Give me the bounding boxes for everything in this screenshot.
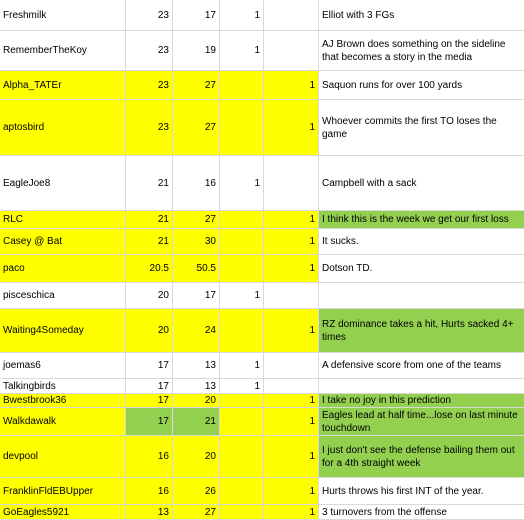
cell-score-a[interactable]: 23 bbox=[126, 0, 173, 31]
table-row bbox=[0, 353, 524, 379]
cell-name[interactable]: joemas6 bbox=[0, 353, 126, 379]
table-row bbox=[0, 478, 524, 505]
cell-score-a[interactable]: 17 bbox=[126, 353, 173, 379]
cell-name[interactable]: pisceschica bbox=[0, 283, 126, 309]
cell-loss[interactable]: 1 bbox=[264, 436, 319, 478]
cell-prediction[interactable]: Whoever commits the first TO loses the game bbox=[319, 100, 524, 156]
cell-loss[interactable]: 1 bbox=[264, 394, 319, 408]
cell-win[interactable] bbox=[220, 255, 264, 283]
table-row bbox=[0, 379, 524, 394]
table-row bbox=[0, 229, 524, 255]
table-row bbox=[0, 505, 524, 520]
table-row bbox=[0, 31, 524, 71]
cell-name[interactable]: Freshmilk bbox=[0, 0, 126, 31]
cell-score-a[interactable]: 17 bbox=[126, 394, 173, 408]
cell-prediction[interactable]: It sucks. bbox=[319, 229, 524, 255]
cell-score-a[interactable]: 16 bbox=[126, 436, 173, 478]
cell-score-a[interactable]: 17 bbox=[126, 379, 173, 394]
cell-prediction[interactable]: Saquon runs for over 100 yards bbox=[319, 71, 524, 100]
cell-win[interactable] bbox=[220, 408, 264, 436]
cell-score-b[interactable]: 13 bbox=[173, 379, 220, 394]
cell-score-b[interactable]: 20 bbox=[173, 436, 220, 478]
cell-loss[interactable] bbox=[264, 379, 319, 394]
cell-loss[interactable]: 1 bbox=[264, 408, 319, 436]
cell-score-a[interactable]: 23 bbox=[126, 100, 173, 156]
cell-name[interactable]: RememberTheKoy bbox=[0, 31, 126, 71]
cell-loss[interactable]: 1 bbox=[264, 478, 319, 505]
table-row bbox=[0, 211, 524, 229]
cell-prediction[interactable]: AJ Brown does something on the sideline that becomes a story in the media bbox=[319, 31, 524, 71]
table-row bbox=[0, 100, 524, 156]
cell-name[interactable]: aptosbird bbox=[0, 100, 126, 156]
cell-score-a[interactable]: 20.5 bbox=[126, 255, 173, 283]
cell-prediction[interactable]: Hurts throws his first INT of the year. bbox=[319, 478, 524, 505]
cell-win[interactable] bbox=[220, 309, 264, 353]
cell-win[interactable] bbox=[220, 436, 264, 478]
cell-score-a[interactable]: 21 bbox=[126, 211, 173, 229]
cell-loss[interactable]: 1 bbox=[264, 229, 319, 255]
cell-prediction[interactable] bbox=[319, 283, 524, 309]
cell-score-b[interactable]: 16 bbox=[173, 156, 220, 211]
cell-prediction[interactable]: A defensive score from one of the teams bbox=[319, 353, 524, 379]
cell-loss[interactable] bbox=[264, 0, 319, 31]
cell-name[interactable]: Alpha_TATEr bbox=[0, 71, 126, 100]
cell-score-b[interactable]: 24 bbox=[173, 309, 220, 353]
cell-score-b[interactable]: 13 bbox=[173, 353, 220, 379]
cell-win[interactable]: 1 bbox=[220, 353, 264, 379]
cell-score-a[interactable]: 16 bbox=[126, 478, 173, 505]
cell-name[interactable]: EagleJoe8 bbox=[0, 156, 126, 211]
cell-loss[interactable]: 1 bbox=[264, 505, 319, 520]
cell-prediction[interactable]: Eagles lead at half time...lose on last minute touchdown bbox=[319, 408, 524, 436]
cell-prediction[interactable]: Elliot with 3 FGs bbox=[319, 0, 524, 31]
cell-win[interactable] bbox=[220, 211, 264, 229]
cell-prediction[interactable]: Dotson TD. bbox=[319, 255, 524, 283]
cell-score-b[interactable]: 21 bbox=[173, 408, 220, 436]
cell-loss[interactable]: 1 bbox=[264, 255, 319, 283]
cell-win[interactable]: 1 bbox=[220, 31, 264, 71]
cell-score-b[interactable]: 26 bbox=[173, 478, 220, 505]
cell-loss[interactable]: 1 bbox=[264, 309, 319, 353]
cell-win[interactable] bbox=[220, 71, 264, 100]
cell-win[interactable]: 1 bbox=[220, 283, 264, 309]
table-row bbox=[0, 394, 524, 408]
table-row bbox=[0, 408, 524, 436]
cell-name[interactable]: Talkingbirds bbox=[0, 379, 126, 394]
cell-loss[interactable]: 1 bbox=[264, 71, 319, 100]
cell-score-b[interactable]: 17 bbox=[173, 0, 220, 31]
cell-prediction[interactable] bbox=[319, 379, 524, 394]
cell-score-b[interactable]: 19 bbox=[173, 31, 220, 71]
cell-score-b[interactable]: 50.5 bbox=[173, 255, 220, 283]
cell-score-b[interactable]: 30 bbox=[173, 229, 220, 255]
cell-name[interactable]: paco bbox=[0, 255, 126, 283]
cell-name[interactable]: Bwestbrook36 bbox=[0, 394, 126, 408]
cell-score-b[interactable]: 27 bbox=[173, 211, 220, 229]
cell-name[interactable]: devpool bbox=[0, 436, 126, 478]
cell-score-b[interactable]: 27 bbox=[173, 505, 220, 520]
cell-loss[interactable] bbox=[264, 156, 319, 211]
cell-score-b[interactable]: 17 bbox=[173, 283, 220, 309]
cell-win[interactable] bbox=[220, 229, 264, 255]
cell-loss[interactable] bbox=[264, 31, 319, 71]
cell-score-a[interactable]: 20 bbox=[126, 283, 173, 309]
cell-prediction[interactable]: Campbell with a sack bbox=[319, 156, 524, 211]
cell-score-a[interactable]: 13 bbox=[126, 505, 173, 520]
cell-loss[interactable] bbox=[264, 283, 319, 309]
table-row bbox=[0, 283, 524, 309]
cell-score-b[interactable]: 27 bbox=[173, 100, 220, 156]
cell-loss[interactable]: 1 bbox=[264, 211, 319, 229]
cell-prediction[interactable]: I just don't see the defense bailing them out for a 4th straight week bbox=[319, 436, 524, 478]
cell-score-a[interactable]: 23 bbox=[126, 31, 173, 71]
cell-win[interactable]: 1 bbox=[220, 0, 264, 31]
cell-prediction[interactable]: I take no joy in this prediction bbox=[319, 394, 524, 408]
cell-loss[interactable]: 1 bbox=[264, 100, 319, 156]
cell-name[interactable]: FranklinFldEBUpper bbox=[0, 478, 126, 505]
cell-score-a[interactable]: 23 bbox=[126, 71, 173, 100]
cell-prediction[interactable]: I think this is the week we get our first loss bbox=[319, 211, 524, 229]
cell-win[interactable] bbox=[220, 478, 264, 505]
cell-score-a[interactable]: 21 bbox=[126, 229, 173, 255]
table-row bbox=[0, 71, 524, 100]
cell-score-a[interactable]: 20 bbox=[126, 309, 173, 353]
cell-score-a[interactable]: 17 bbox=[126, 408, 173, 436]
cell-win[interactable] bbox=[220, 394, 264, 408]
cell-win[interactable]: 1 bbox=[220, 379, 264, 394]
table-row bbox=[0, 436, 524, 478]
cell-name[interactable]: RLC bbox=[0, 211, 126, 229]
cell-name[interactable]: Casey @ Bat bbox=[0, 229, 126, 255]
table-row bbox=[0, 309, 524, 353]
cell-win[interactable]: 1 bbox=[220, 156, 264, 211]
cell-name[interactable]: Walkdawalk bbox=[0, 408, 126, 436]
cell-win[interactable] bbox=[220, 505, 264, 520]
table-row bbox=[0, 156, 524, 211]
cell-score-a[interactable]: 21 bbox=[126, 156, 173, 211]
cell-prediction[interactable]: RZ dominance takes a hit, Hurts sacked 4+ times bbox=[319, 309, 524, 353]
cell-score-b[interactable]: 20 bbox=[173, 394, 220, 408]
table-row bbox=[0, 0, 524, 31]
table-row bbox=[0, 255, 524, 283]
cell-score-b[interactable]: 27 bbox=[173, 71, 220, 100]
cell-name[interactable]: GoEagles5921 bbox=[0, 505, 126, 520]
cell-loss[interactable] bbox=[264, 353, 319, 379]
cell-win[interactable] bbox=[220, 100, 264, 156]
cell-prediction[interactable]: 3 turnovers from the offense bbox=[319, 505, 524, 520]
cell-name[interactable]: Waiting4Someday bbox=[0, 309, 126, 353]
